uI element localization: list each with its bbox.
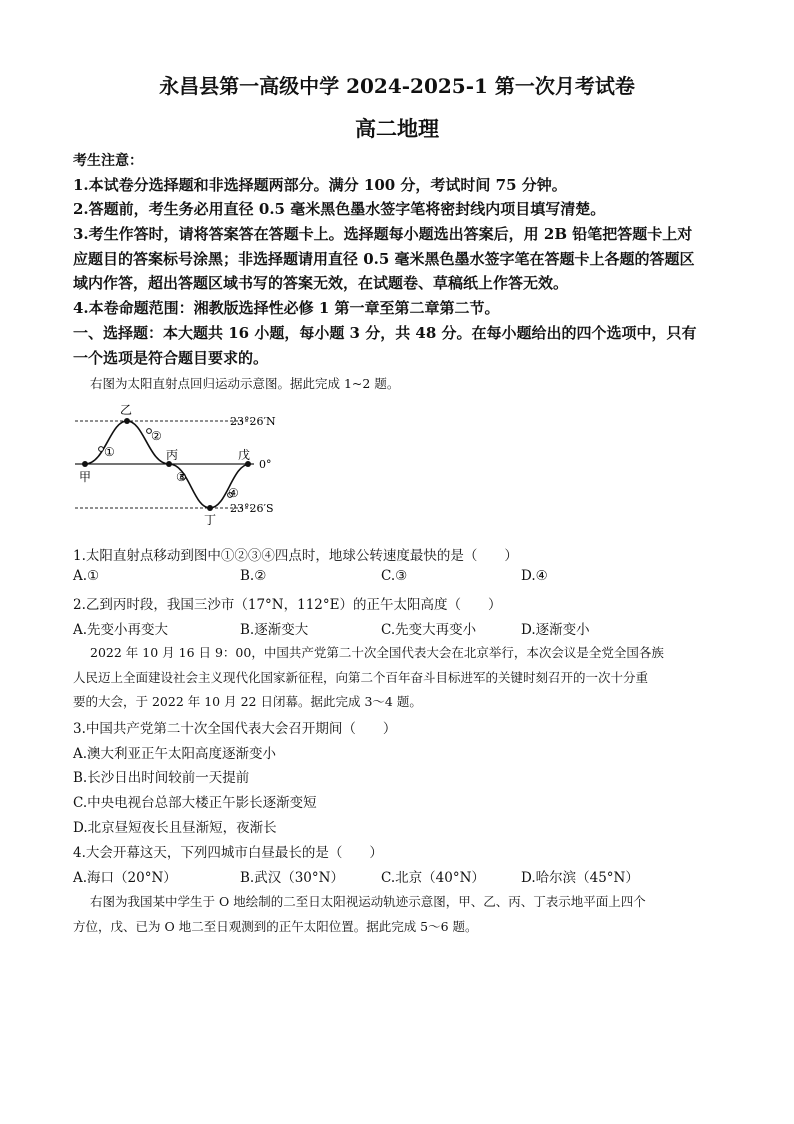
q2-option-d: D.逐渐变小 <box>521 622 590 638</box>
notice-line-3c: 域内作答，超出答题区域书写的答案无效，在试题卷、草稿纸上作答无效。 <box>73 274 569 292</box>
label-yi: 乙 <box>120 403 133 417</box>
exam-title: 永昌县第一高级中学 2024-2025-1 第一次月考试卷 <box>159 74 635 98</box>
label-p4: ④ <box>228 486 239 500</box>
q4-option-b: B.武汉（30°N） <box>240 870 344 886</box>
exam-subtitle: 高二地理 <box>355 116 439 141</box>
q4-option-d: D.哈尔滨（45°N） <box>521 870 639 886</box>
notice-line-3a: 3.考生作答时，请将答案答在答题卡上。选择题每小题选出答案后，用 2B 铅笔把答题卡上对 <box>73 225 693 243</box>
group2-intro-b: 人民迈上全面建设社会主义现代化国家新征程，向第二个百年奋斗目标进军的关键时刻召开的一次十分重 <box>73 670 649 685</box>
notice-line-1: 1.本试卷分选择题和非选择题两部分。满分 100 分，考试时间 75 分钟。 <box>73 176 567 194</box>
q1-option-c: C.③ <box>381 568 408 584</box>
label-lat-south: 23°26′S <box>230 502 274 515</box>
label-lat-equator: 0° <box>259 458 272 471</box>
q4-option-a: A.海口（20°N） <box>73 870 177 886</box>
label-bing: 丙 <box>166 448 179 462</box>
q2-option-a: A.先变小再变大 <box>73 622 169 638</box>
label-p1: ① <box>104 445 115 459</box>
label-jia: 甲 <box>79 470 92 484</box>
label-p2: ② <box>151 429 162 443</box>
label-ding: 丁 <box>204 513 217 527</box>
q1-option-a: A.① <box>73 568 100 584</box>
q3-stem: 3.中国共产党第二十次全国代表大会召开期间（ ） <box>73 721 397 737</box>
q3-option-b: B.长沙日出时间较前一天提前 <box>73 770 250 786</box>
section-heading-a: 一、选择题：本大题共 16 小题，每小题 3 分，共 48 分。在每小题给出的四个选项中，只有 <box>73 324 697 342</box>
point-1 <box>99 447 104 452</box>
q2-option-b: B.逐渐变大 <box>240 622 309 638</box>
q1-stem: 1.太阳直射点移动到图中①②③④四点时，地球公转速度最快的是（ ） <box>73 548 518 564</box>
point-yi <box>124 418 130 424</box>
group1-intro: 右图为太阳直射点回归运动示意图。据此完成 1~2 题。 <box>90 376 400 391</box>
group2-intro-a: 2022 年 10 月 16 日 9：00，中国共产党第二十次全国代表大会在北京举行，本次会议是全党全国各族 <box>90 645 664 660</box>
notice-line-4: 4.本卷命题范围：湘教版选择性必修 1 第一章至第二章第二节。 <box>73 299 500 317</box>
q4-stem: 4.大会开幕这天，下列四城市白昼最长的是（ ） <box>73 845 383 861</box>
group3-intro-a: 右图为我国某中学生于 O 地绘制的二至日太阳视运动轨迹示意图，甲、乙、丙、丁表示地平面上四个 <box>90 894 646 909</box>
notice-line-2: 2.答题前，考生务必用直径 0.5 毫米黑色墨水签字笔将密封线内项目填写清楚。 <box>73 200 606 218</box>
q3-option-c: C.中央电视台总部大楼正午影长逐渐变短 <box>73 795 317 811</box>
point-ding <box>207 505 213 511</box>
point-jia <box>82 461 88 467</box>
label-lat-north: 23°26′N <box>230 415 276 428</box>
notice-heading: 考生注意： <box>73 153 143 169</box>
group3-intro-b: 方位，戊、已为 O 地二至日观测到的正午太阳位置。据此完成 5～6 题。 <box>73 919 478 934</box>
q2-stem: 2.乙到丙时段，我国三沙市（17°N，112°E）的正午太阳高度（ ） <box>73 597 502 613</box>
label-wu: 戊 <box>238 448 251 462</box>
q1-option-d: D.④ <box>521 568 548 584</box>
q1-option-b: B.② <box>240 568 267 584</box>
q2-option-c: C.先变大再变小 <box>381 622 477 638</box>
q3-option-a: A.澳大利亚正午太阳高度逐渐变小 <box>73 746 277 762</box>
notice-line-3b: 应题目的答案标号涂黑；非选择题请用直径 0.5 毫米黑色墨水签字笔在答题卡上各题的答题区 <box>73 250 695 268</box>
section-heading-b: 一个选项是符合题目要求的。 <box>73 349 269 367</box>
q3-option-d: D.北京昼短夜长且昼渐短，夜渐长 <box>73 820 277 836</box>
group2-intro-c: 要的大会，于 2022 年 10 月 22 日闭幕。据此完成 3～4 题。 <box>73 694 422 709</box>
label-p3: ③ <box>176 470 187 484</box>
q4-option-c: C.北京（40°N） <box>381 870 485 886</box>
sun-direct-point-figure <box>70 398 330 528</box>
